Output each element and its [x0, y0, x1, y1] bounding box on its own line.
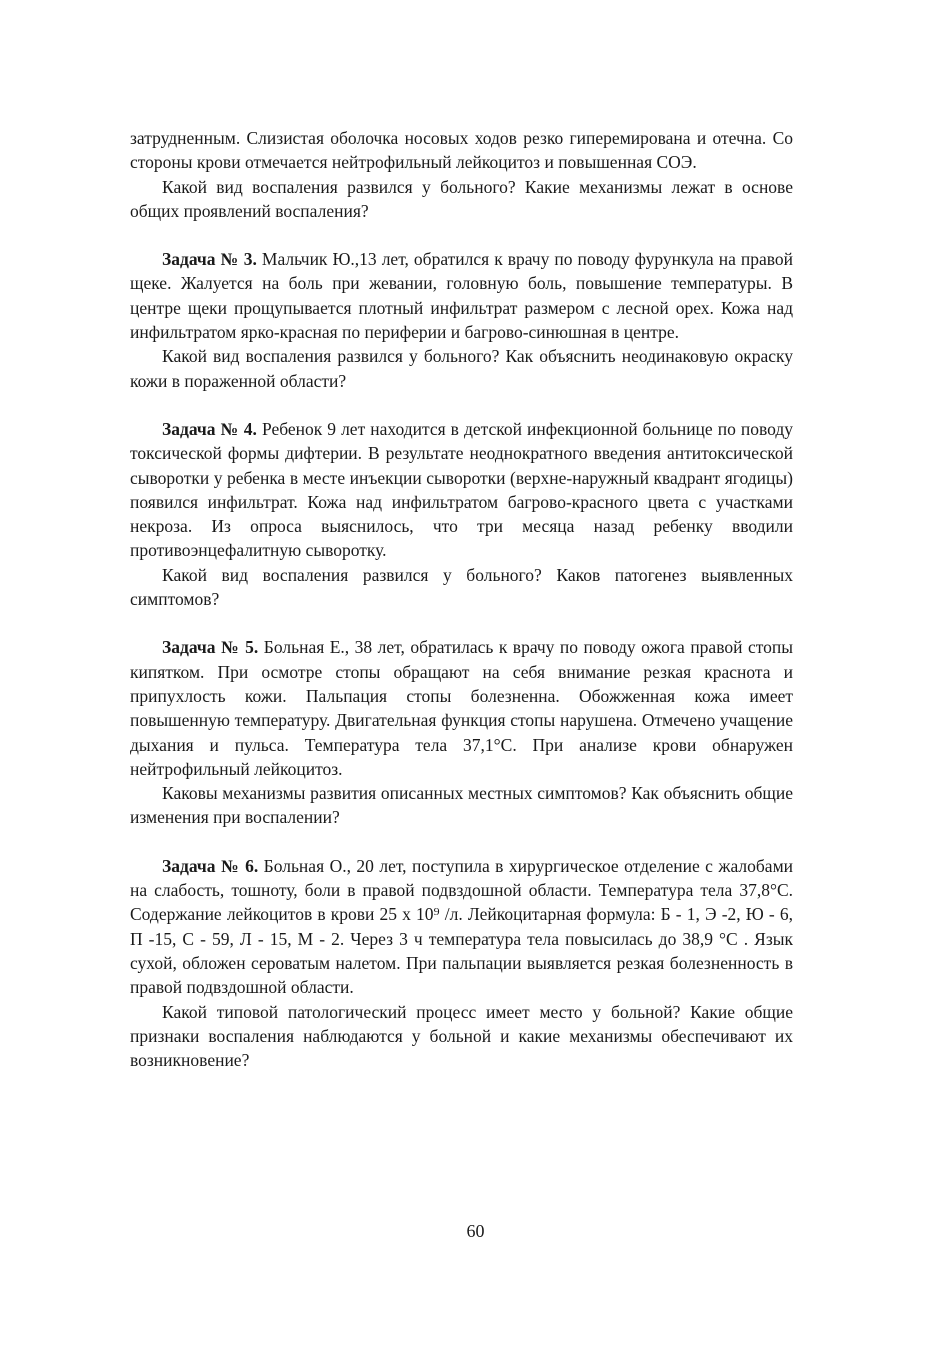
- task-3-text: [130, 247, 793, 344]
- task-6-question: Какой типовой патологический процесс имеет место у больной? Какие общие признаки воспаления наблюдаются у больной и какие механизмы обеспечивают их возникновение?: [130, 1001, 793, 1071]
- task-6-text: [130, 854, 793, 1000]
- task-4-label: Задача № 4.: [162, 418, 257, 439]
- intro-question: Какой вид воспаления развился у больного? Какие механизмы лежат в основе общих проявлений воспаления?: [130, 176, 793, 221]
- spacer: [130, 393, 793, 417]
- task-4-text: [130, 417, 793, 563]
- page-number: 60: [466, 1221, 485, 1241]
- task-5-question: Каковы механизмы развития описанных местных симптомов? Как объяснить общие изменения при воспалении?: [130, 783, 793, 828]
- document-page: [130, 126, 793, 1072]
- spacer: [130, 223, 793, 247]
- intro-continuation: затрудненным. Слизистая оболочка носовых ходов резко гиперемирована и отечна. Со стороны крови отмечается нейтрофильный лейкоцитоз и повышенная СОЭ.: [130, 128, 793, 173]
- spacer: [130, 830, 793, 854]
- task-6-body: Больная О., 20 лет, поступила в хирургическое отделение с жалобами на слабость, тошноту, боли в правой подвздошной области. Температура тела 37,8°С. Содержание лейкоцитов в крови 25 х 10⁹ /л. Лейкоцитарная формула: Б - 1, Э -2, Ю - 6, П -15, С - 59, Л - 15, М - 2. Через 3 ч температура тела повысилась до 38,9 °С . Язык сухой, обложен сероватым налетом. При пальпации выявляется резкая болезненность в правой подвздошной области.: [130, 855, 794, 998]
- task-3-question: Какой вид воспаления развился у больного? Как объяснить неодинаковую окраску кожи в пораженной области?: [130, 346, 793, 391]
- task-5-label: Задача № 5.: [162, 637, 259, 658]
- spacer: [130, 611, 793, 635]
- task-4-question: Какой вид воспаления развился у больного? Каков патогенез выявленных симптомов?: [130, 564, 793, 610]
- task-6-label: Задача № 6.: [162, 855, 259, 876]
- task-5-body: Больная Е., 38 лет, обратилась к врачу по поводу ожога правой стопы кипятком. При осмотре стопы обращают на себя внимание резкая краснота и припухлость кожи. Пальпация стопы болезненна. Обожженная кожа имеет повышенную температуру. Двигательная функция стопы нарушена. Отмечено учащение дыхания и пульса. Температура тела 37,1°С. При анализе крови обнаружен нейтрофильный лейкоцитоз.: [130, 637, 793, 779]
- task-4-body: Ребенок 9 лет находится в детской инфекционной больнице по поводу токсической формы дифтерии. В результате неоднократного введения антитоксической сыворотки у ребенка в месте инъекции сыворотки (верхне-наружный квадрант ягодицы) появился инфильтрат. Кожа над инфильтратом багрово-красного цвета с участками некроза. Из опроса выяснилось, что три месяца назад ребенку вводили противоэнцефалитную сыворотку.: [130, 418, 794, 561]
- task-3-label: Задача № 3.: [162, 249, 257, 270]
- task-3-body: Мальчик Ю.,13 лет, обратился к врачу по поводу фурункула на правой щеке. Жалуется на боль при жевании, головную боль, повышение температуры. В центре щеки прощупывается плотный инфильтрат размером с лесной орех. Кожа над инфильтратом ярко-красная по периферии и багрово-синюшная в центре.: [130, 249, 793, 343]
- task-5-text: [130, 635, 793, 781]
